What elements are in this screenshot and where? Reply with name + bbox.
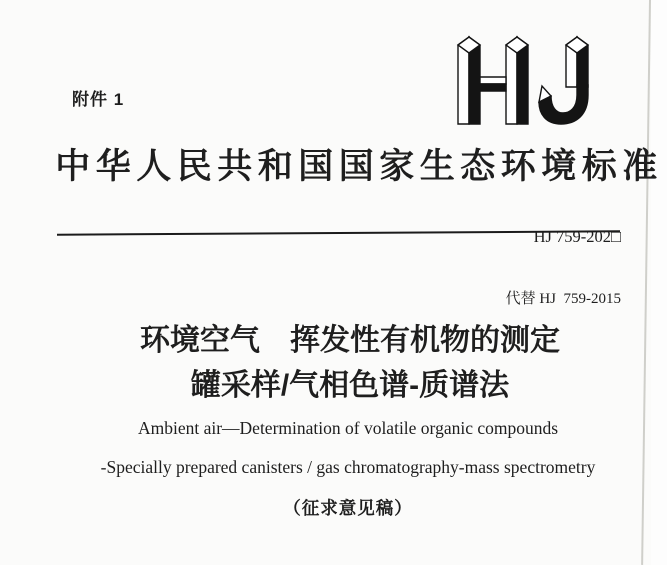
title-cn-line2: 罐采样/气相色谱-质谱法 bbox=[190, 369, 510, 402]
replaces-note: 代替 HJ 759-2015 bbox=[505, 291, 621, 308]
attachment-label: 附件 1 bbox=[72, 90, 125, 109]
standard-number: HJ 759-202□ bbox=[533, 227, 621, 247]
standard-heading: 中华人民共和国国家生态环境标准 bbox=[55, 147, 663, 186]
hj-logo-icon bbox=[455, 34, 591, 128]
title-cn-line1: 环境空气 挥发性有机物的测定 bbox=[140, 324, 560, 357]
scan-margin-strip bbox=[651, 0, 667, 565]
title-en-line1: Ambient air—Determination of volatile organic compounds bbox=[137, 418, 559, 438]
draft-status-note: （征求意见稿） bbox=[283, 498, 413, 518]
page-edge-line bbox=[641, 0, 650, 565]
hj-logo bbox=[455, 34, 591, 128]
title-en-line2: -Specially prepared canisters / gas chromatography-mass spectrometry bbox=[100, 457, 596, 477]
